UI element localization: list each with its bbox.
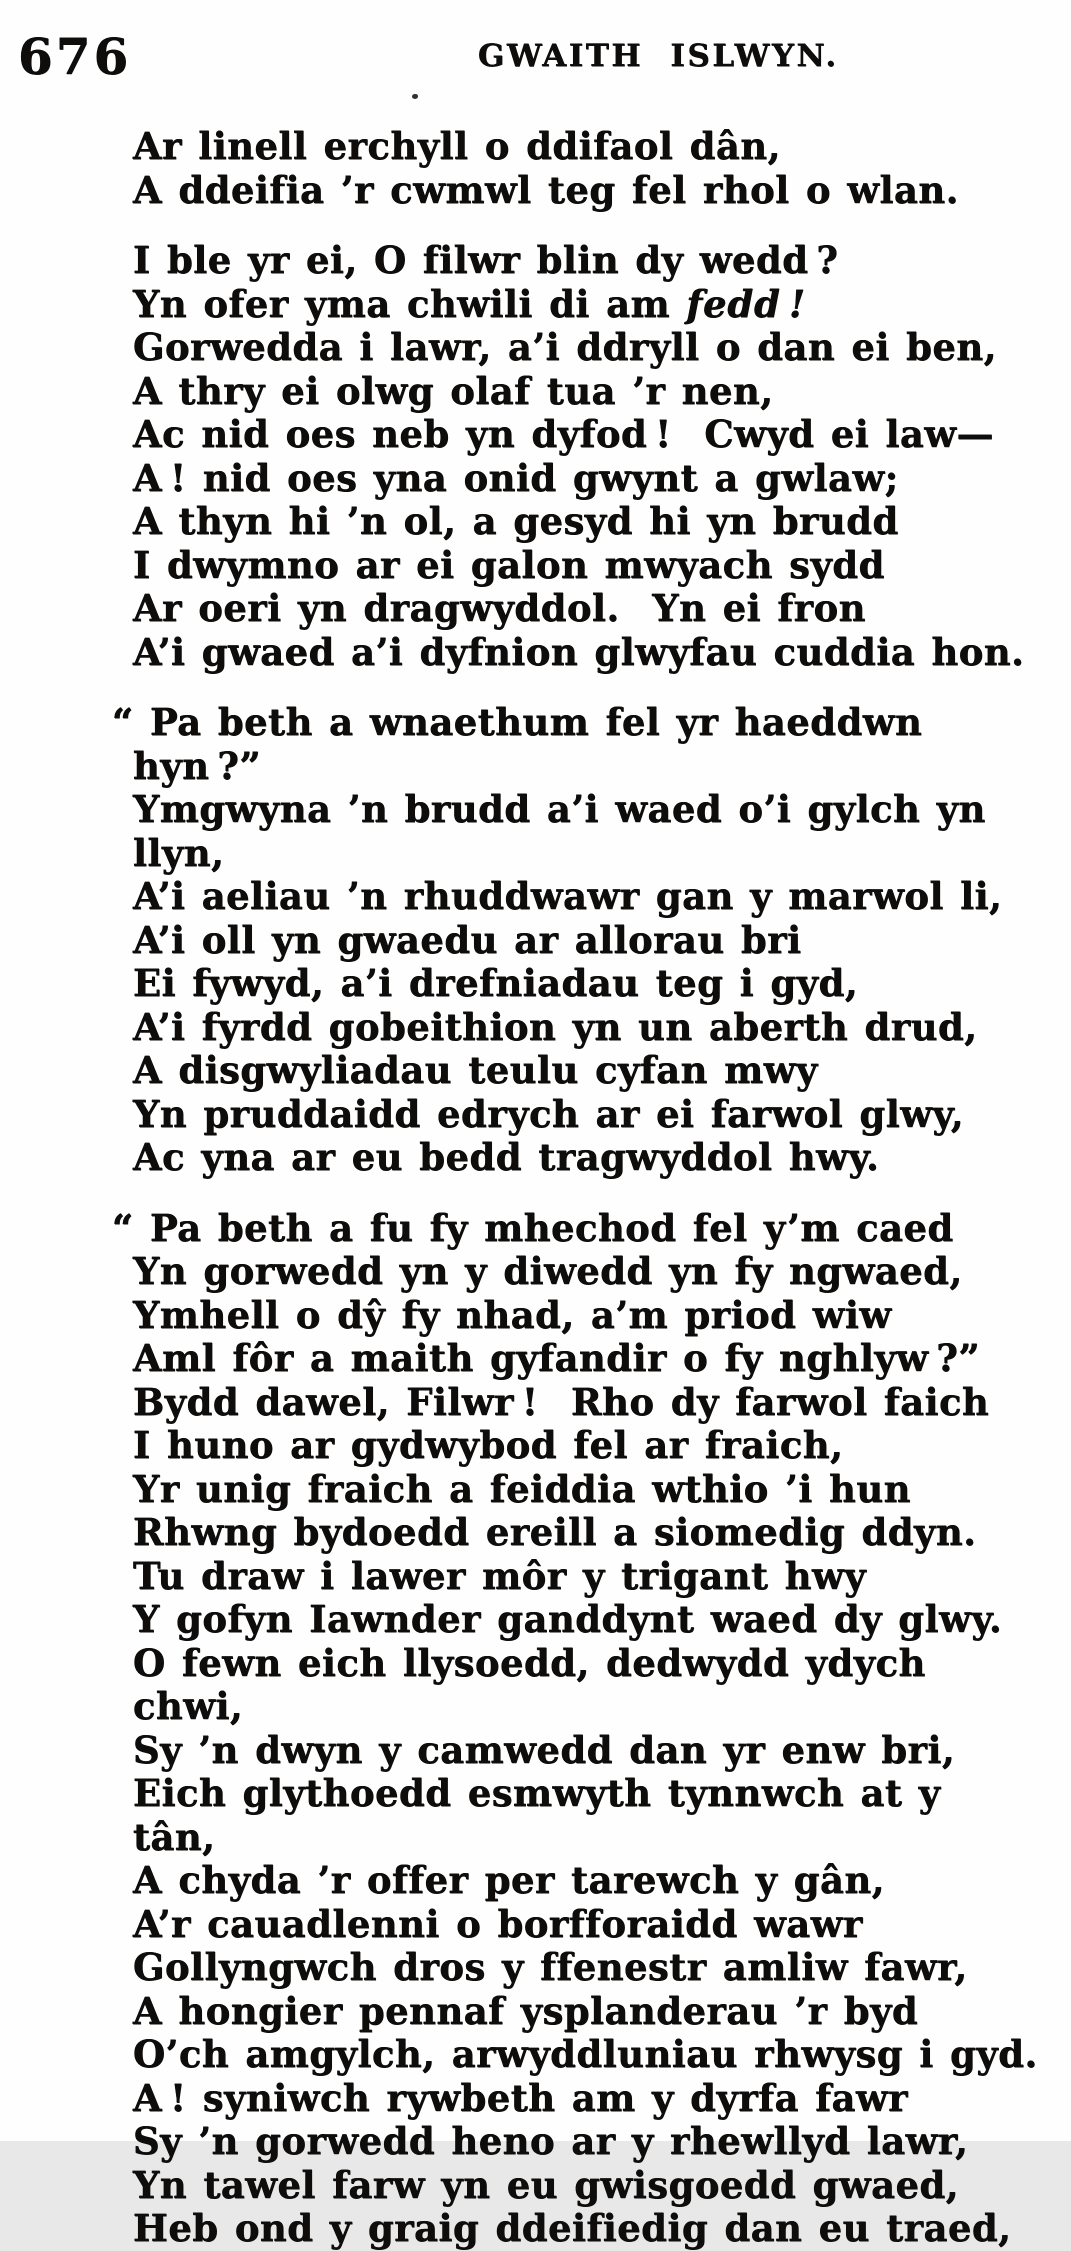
poem-line: A ! nid oes yna onid gwynt a gwlaw; [133,455,899,500]
stanza [133,125,1038,212]
poem-line: I dwymno ar ei galon mwyach sydd [133,542,885,587]
poem-line: Gollyngwch dros y ffenestr amliw fawr, [133,1945,968,1989]
poem-line: Ei fywyd, a’i drefniadau teg i gyd, [133,961,859,1005]
poem-line: Heb ond y graig ddeifiedig dan eu traed, [133,2206,1012,2250]
poem-line: Yn pruddaidd edrych ar ei farwol glwy, [133,1091,965,1136]
poem-line: O fewn eich llysoedd, dedwydd ydych chwi, [133,1640,943,1728]
poem-line: Ymhell o dŷ fy nhad, a’m priod wiw [133,1292,892,1337]
poem-line: Sy ’n gorwedd heno ar y rhewllyd lawr, [133,2119,969,2163]
ink-dot-artifact [412,94,418,99]
poem-line: Bydd dawel, Filwr ! Rho dy farwol faich [133,1379,990,1424]
stanza [133,239,1038,674]
poem-line: A’i fyrdd gobeithion yn un aberth drud, [133,1004,978,1049]
poem-line: Ymgwyna ’n brudd a’i waed o’i gylch yn llyn, [133,787,1003,875]
poem-line: I huno ar gydwybod fel ar fraich, [133,1423,844,1467]
poem-line: Yr unig fraich a feiddia wthio ’i hun [133,1466,911,1511]
poem-line: Yn gorwedd yn y diwedd yn fy ngwaed, [133,1249,963,1293]
poem-line: A chyda ’r offer per tarewch y gân, [133,1858,885,1902]
poem-line: “ Pa beth a wnaethum fel yr haeddwn hyn ?” [112,700,939,788]
poem-line: A’i gwaed a’i dyfnion glwyfau cuddia hon. [133,629,1025,674]
poem-line: A ddeifia ’r cwmwl teg fel rhol o wlan. [133,167,959,212]
poem-line: Ar linell erchyll o ddifaol dân, [133,124,781,168]
poem-line: Tu draw i lawer môr y trigant hwy [133,1553,867,1598]
poem-line: I ble yr ei, O filwr blin dy wedd ? [133,238,839,282]
poem-line: A thyn hi ’n ol, a gesyd hi yn brudd [133,499,899,543]
poem-line: A disgwyliadau teulu cyfan mwy [133,1048,818,1092]
poem-line: O’ch amgylch, arwyddluniau rhwysg i gyd. [133,2032,1038,2076]
poem-line: A’i aeliau ’n rhuddwawr gan y marwol li, [133,874,1003,918]
poem-line: Yn ofer yma chwili di am fedd ! [133,281,806,326]
poem-line: Aml fôr a maith gyfandir o fy nghlyw ?” [133,1336,981,1380]
poem-line: A’r cauadlenni o borfforaidd wawr [133,1901,863,1946]
running-header: GWAITH ISLWYN. [478,38,839,74]
stanza [112,1205,1038,2251]
page-number: 676 [18,27,132,86]
stanza [112,700,1038,1180]
poem-line: Ar oeri yn dragwyddol. Yn ei fron [133,586,866,630]
poem-line: Yn tawel farw yn eu gwisgoedd gwaed, [133,2162,960,2207]
poem-line: A ! syniwch rywbeth am y dyrfa fawr [133,2075,909,2120]
poem [112,124,1038,2251]
poem-line: Ac yna ar eu bedd tragwyddol hwy. [133,1135,880,1179]
poem-line: A thry ei olwg olaf tua ’r nen, [133,368,774,413]
poem-line: Rhwng bydoedd ereill a siomedig ddyn. [133,1510,977,1554]
poem-line: Y gofyn Iawnder ganddynt waed dy glwy. [133,1597,1003,1641]
poem-line: Eich glythoedd esmwyth tynnwch at y tân, [133,1771,957,1859]
poem-line: Sy ’n dwyn y camwedd dan yr enw bri, [133,1727,956,1772]
poem-line: “ Pa beth a fu fy mhechod fel y’m caed [112,1205,954,1250]
poem-line: A’i oll yn gwaedu ar allorau bri [133,917,802,962]
poem-line: A hongier pennaf ysplanderau ’r byd [133,1988,919,2033]
poem-line: Ac nid oes neb yn dyfod ! Cwyd ei law— [133,412,994,456]
poem-line: Gorwedda i lawr, a’i ddryll o dan ei ben, [133,325,997,369]
